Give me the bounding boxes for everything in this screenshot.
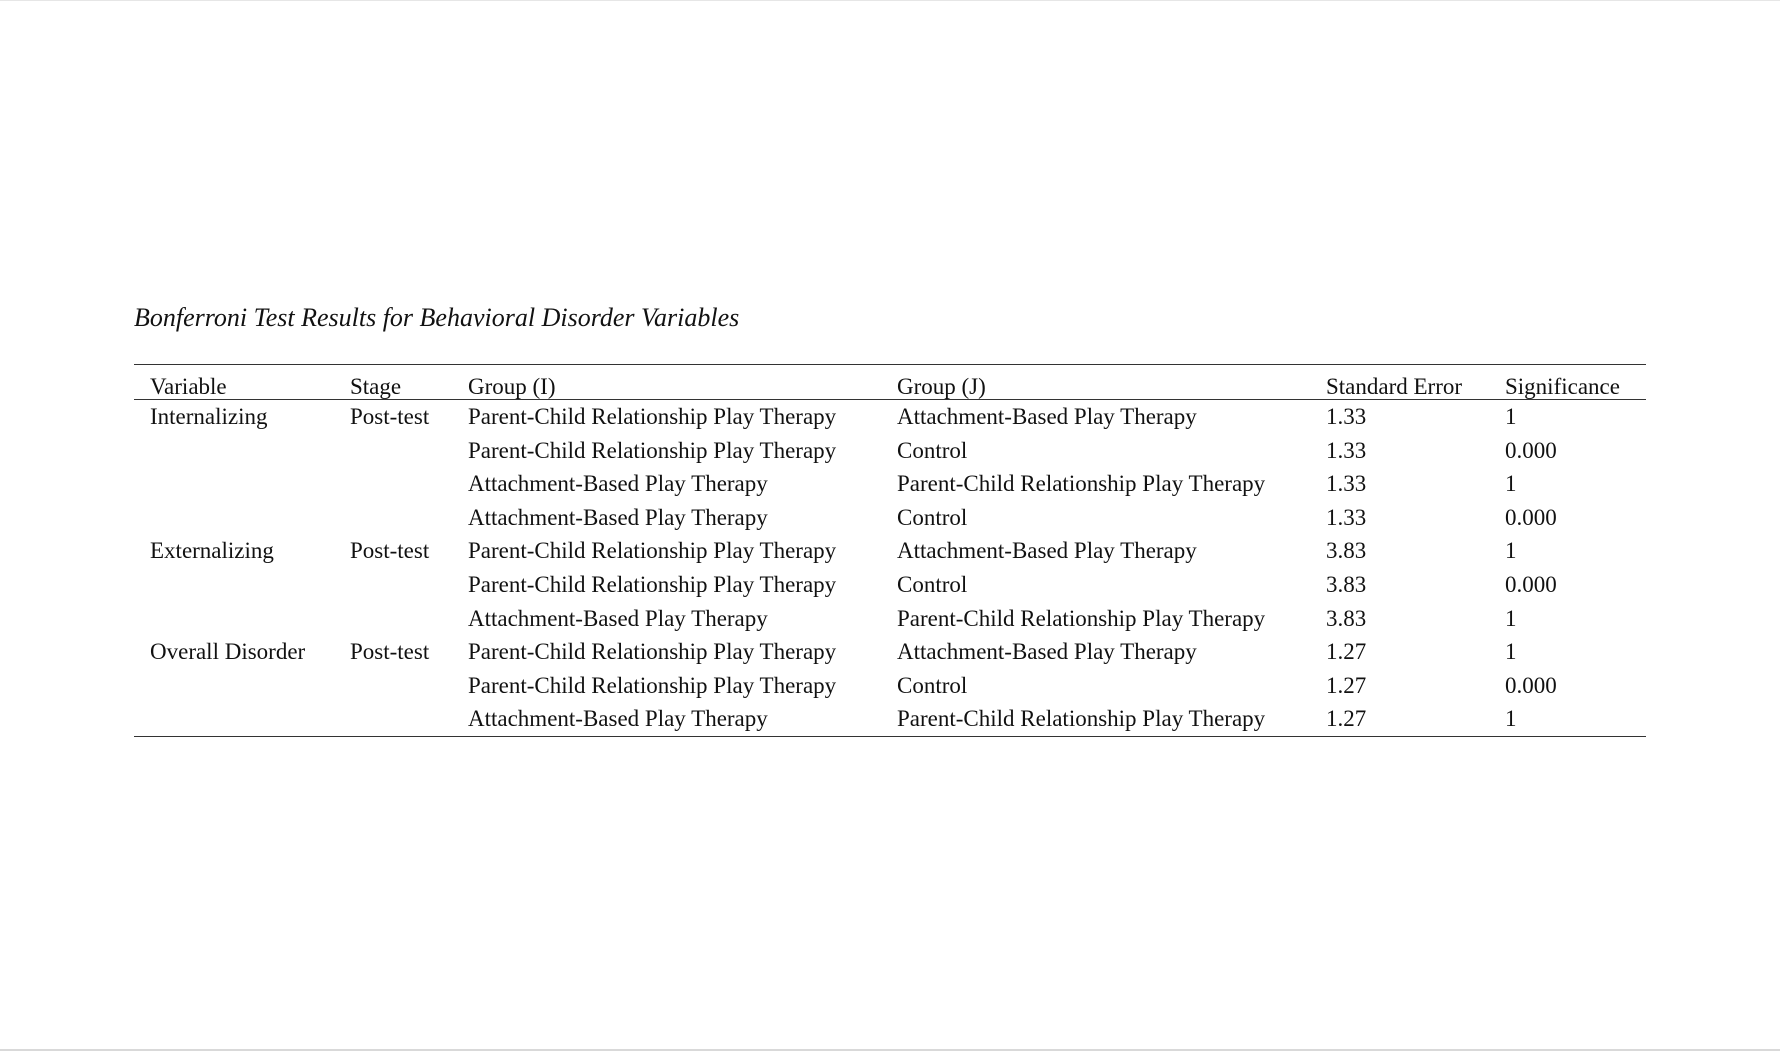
cell-significance: 0.000 [1505, 504, 1557, 530]
cell-stage: Post-test [350, 538, 430, 564]
header-variable: Variable [134, 365, 334, 400]
cell-variable [134, 568, 334, 602]
cell-variable [134, 467, 334, 501]
cell-standard-error: 1.33 [1326, 437, 1367, 463]
table-row [134, 669, 1646, 703]
cell-group-j: Parent-Child Relationship Play Therapy [881, 702, 1310, 736]
cell-stage: Post-test [350, 404, 430, 429]
cell-significance: 1 [1505, 639, 1517, 665]
cell-variable [134, 501, 334, 535]
table-row [134, 467, 1646, 501]
cell-group-j: Parent-Child Relationship Play Therapy [897, 471, 1266, 497]
table-row [134, 568, 1646, 602]
cell-group-j: Control [897, 672, 968, 698]
cell-variable [134, 434, 334, 468]
cell-group-i: Parent-Child Relationship Play Therapy [468, 672, 837, 698]
cell-group-j: Attachment-Based Play Therapy [897, 639, 1197, 665]
table-row [134, 400, 1646, 434]
cell-group-i: Parent-Child Relationship Play Therapy [468, 639, 837, 665]
cell-standard-error: 1.27 [1310, 702, 1489, 736]
cell-variable: Overall Disorder [150, 639, 306, 665]
cell-significance: 1 [1505, 404, 1517, 429]
cell-group-i: Parent-Child Relationship Play Therapy [468, 571, 837, 597]
cell-group-j: Control [897, 504, 968, 530]
page-top-border [0, 0, 1780, 1]
cell-standard-error: 3.83 [1326, 571, 1367, 597]
cell-standard-error: 3.83 [1326, 605, 1367, 631]
header-standard-error: Standard Error [1310, 365, 1489, 400]
cell-group-j: Control [897, 571, 968, 597]
cell-stage [334, 501, 452, 535]
cell-variable [134, 669, 334, 703]
cell-group-i: Parent-Child Relationship Play Therapy [468, 404, 837, 429]
cell-stage [334, 467, 452, 501]
cell-variable [134, 602, 334, 636]
cell-stage [334, 568, 452, 602]
cell-stage: Post-test [350, 639, 430, 665]
table-row [134, 434, 1646, 468]
cell-significance: 1 [1505, 471, 1517, 497]
header-stage: Stage [334, 365, 452, 400]
cell-group-i: Parent-Child Relationship Play Therapy [468, 437, 837, 463]
table-caption: Bonferroni Test Results for Behavioral Disorder Variables [134, 303, 740, 332]
cell-standard-error: 1.33 [1326, 471, 1367, 497]
cell-significance: 0.000 [1505, 437, 1557, 463]
cell-stage [334, 602, 452, 636]
cell-significance: 1 [1489, 702, 1646, 736]
cell-standard-error: 3.83 [1326, 538, 1367, 564]
cell-group-j: Attachment-Based Play Therapy [897, 404, 1197, 429]
header-group-i: Group (I) [452, 365, 881, 400]
table-row [134, 534, 1646, 568]
header-significance: Significance [1489, 365, 1646, 400]
bonferroni-results-table [134, 364, 1646, 737]
cell-significance: 1 [1505, 605, 1517, 631]
cell-group-j: Attachment-Based Play Therapy [897, 538, 1197, 564]
cell-significance: 0.000 [1505, 571, 1557, 597]
table-row [134, 635, 1646, 669]
cell-group-i: Attachment-Based Play Therapy [468, 504, 768, 530]
cell-standard-error: 1.27 [1326, 639, 1367, 665]
cell-standard-error: 1.33 [1326, 504, 1367, 530]
cell-variable: Internalizing [150, 404, 268, 429]
table-header-row [134, 365, 1646, 400]
table-row [134, 602, 1646, 636]
cell-group-i: Parent-Child Relationship Play Therapy [468, 538, 837, 564]
cell-stage [334, 702, 452, 736]
cell-standard-error: 1.27 [1326, 672, 1367, 698]
cell-group-j: Control [897, 437, 968, 463]
cell-group-j: Parent-Child Relationship Play Therapy [897, 605, 1266, 631]
cell-stage [334, 434, 452, 468]
cell-group-i: Attachment-Based Play Therapy [468, 605, 768, 631]
cell-group-i: Attachment-Based Play Therapy [468, 471, 768, 497]
cell-variable [134, 702, 334, 736]
cell-stage [334, 669, 452, 703]
header-group-j: Group (J) [881, 365, 1310, 400]
cell-significance: 0.000 [1505, 672, 1557, 698]
cell-standard-error: 1.33 [1326, 404, 1367, 429]
table-row [134, 702, 1646, 736]
table-row [134, 501, 1646, 535]
cell-group-i: Attachment-Based Play Therapy [452, 702, 881, 736]
cell-variable: Externalizing [150, 538, 274, 564]
cell-significance: 1 [1505, 538, 1517, 564]
